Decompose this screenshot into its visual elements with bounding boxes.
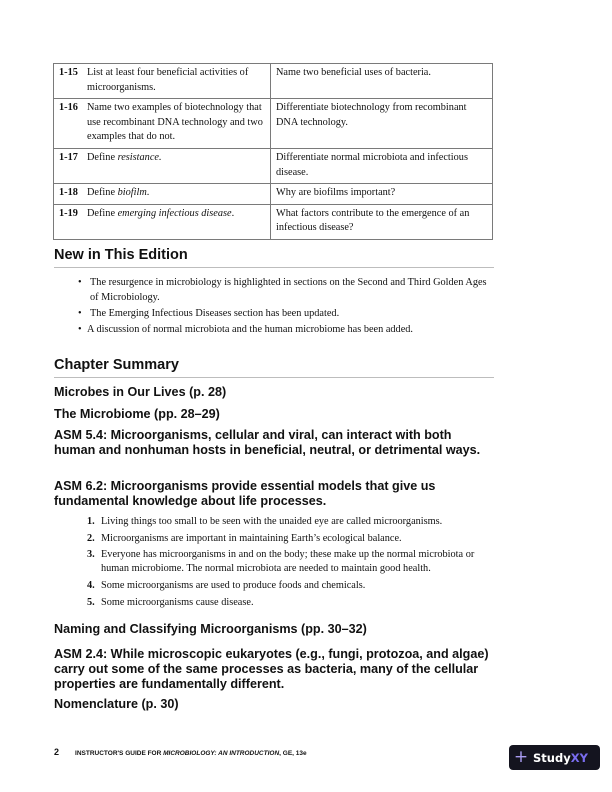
section-heading-chapter-summary: Chapter Summary (54, 357, 494, 378)
subheading-naming-classifying: Naming and Classifying Microorganisms (pp. 30–32) (54, 622, 367, 636)
badge-label: StudyXY (533, 750, 588, 765)
list-item: 2. Microorganisms are important in maintaining Earth’s ecological balance. (87, 532, 402, 544)
section-heading-new-edition: New in This Edition (54, 247, 494, 268)
objective-number: 1-19 (59, 207, 78, 219)
bullet-icon: • (78, 277, 82, 288)
objective-number: 1-18 (59, 187, 78, 199)
check-question: Name two beneficial uses of bacteria. (271, 64, 493, 99)
asm-objective-6-2: ASM 6.2: Microorganisms provide essential models that give us fundamental knowledge about life processes. (54, 479, 436, 509)
check-question: What factors contribute to the emergence of an infectious disease? (271, 204, 493, 239)
bullet-icon: • (78, 323, 82, 335)
objective-number: 1-15 (59, 67, 78, 78)
page-number: 2 (54, 747, 60, 757)
objective-text: Define emerging infectious disease. (87, 207, 235, 219)
list-item: • A discussion of normal microbiota and the human microbiome has been added. (54, 323, 494, 338)
list-item: 4. Some microorganisms are used to produce foods and chemicals. (87, 579, 366, 591)
new-edition-list (54, 276, 494, 339)
plus-icon: + (513, 747, 529, 767)
objective-number: 1-17 (59, 151, 78, 163)
asm-objective-2-4: ASM 2.4: While microscopic eukaryotes (e.g., fungi, protozoa, and algae) carry out some of the same processes as bacteria, many of the cellular properties are fundamentally different. (54, 647, 489, 692)
subheading-microbes-in-our-lives: Microbes in Our Lives (p. 28) (54, 385, 227, 399)
studyxy-badge[interactable] (509, 745, 600, 770)
subheading-microbiome: The Microbiome (pp. 28–29) (54, 407, 220, 421)
objective-text: List at least four beneficial activities of microorganisms. (87, 67, 249, 93)
table-row (54, 184, 493, 205)
table-row (54, 148, 493, 183)
summary-points-list (54, 515, 504, 612)
list-item: • The resurgence in microbiology is highlighted in sections on the Second and Third Golden Ages of Microbiology. (78, 277, 487, 303)
objective-text: Define resistance. (87, 151, 162, 163)
footer-title: INSTRUCTOR'S GUIDE FOR MICROBIOLOGY: AN INTRODUCTION, GE, 13e (75, 750, 307, 757)
subheading-nomenclature: Nomenclature (p. 30) (54, 697, 179, 711)
check-question: Differentiate normal microbiota and infectious disease. (271, 148, 493, 183)
list-item: 1. Living things too small to be seen with the unaided eye are called microorganisms. (87, 516, 443, 527)
objective-text: Name two examples of biotechnology that use recombinant DNA technology and two examples that do not. (87, 102, 263, 143)
list-item: 5. Some microorganisms cause disease. (87, 596, 254, 608)
check-question: Differentiate biotechnology from recombinant DNA technology. (271, 99, 493, 149)
objective-number: 1-16 (59, 102, 78, 114)
objective-text: Define biofilm. (87, 187, 150, 199)
check-question: Why are biofilms important? (271, 184, 493, 205)
page-footer (54, 747, 307, 757)
table-row (54, 64, 493, 99)
table-row (54, 99, 493, 149)
table-row (54, 204, 493, 239)
list-item: 3. Everyone has microorganisms in and on the body; these make up the normal microbiota or human microbiome. The normal microbiota are needed to maintain good health. (87, 549, 475, 575)
list-item: • The Emerging Infectious Diseases section has been updated. (54, 307, 494, 322)
objectives-table (53, 63, 493, 240)
asm-objective-5-4: ASM 5.4: Microorganisms, cellular and viral, can interact with both human and nonhuman hosts in beneficial, neutral, or detrimental ways. (54, 428, 481, 458)
bullet-icon: • (78, 307, 82, 319)
